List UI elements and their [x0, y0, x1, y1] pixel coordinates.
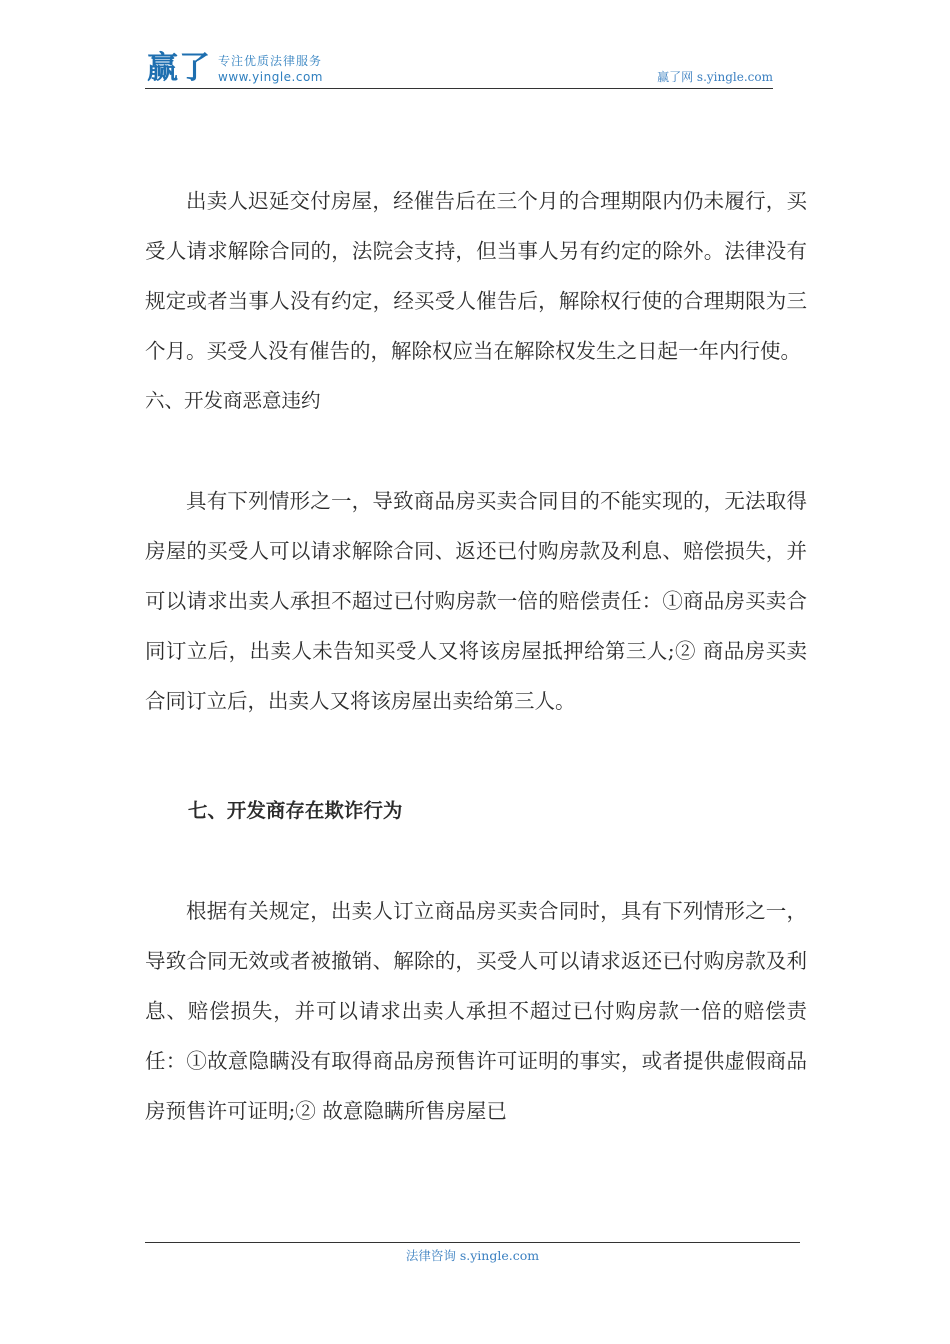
heading-fraud: 七、开发商存在欺诈行为	[187, 799, 403, 822]
paragraph-delayed-delivery: 出卖人迟延交付房屋，经催告后在三个月的合理期限内仍未履行，买受人请求解除合同的，法院会支持，但当事人另有约定的除外。法律没有规定或者当事人没有约定，经买受人催告后，解除权行使的合理期限为三个月。买受人没有催告的，解除权应当在解除权发生之日起一年内行使。	[145, 189, 807, 363]
footer-link[interactable]: 法律咨询 s.yingle.com	[405, 1248, 540, 1263]
logo-slogan: 专注优质法律服务	[218, 54, 323, 68]
paragraph-spacer	[145, 426, 807, 476]
paragraph-fraud: 根据有关规定，出卖人订立商品房买卖合同时，具有下列情形之一，导致合同无效或者被撤销、解除的，买受人可以请求返还已付购房款及利息、赔偿损失，并可以请求出卖人承担不超过已付购房款一倍的赔偿责任：①故意隐瞒没有取得商品房预售许可证明的事实，或者提供虚假商品房预售许可证明;② 故意隐瞒所售房屋已	[145, 899, 807, 1123]
page-header	[145, 48, 773, 89]
heading-malicious-breach: 六、开发商恶意违约	[145, 389, 321, 412]
header-site-link[interactable]: 赢了网 s.yingle.com	[657, 70, 773, 84]
paragraph-malicious-breach: 具有下列情形之一，导致商品房买卖合同目的不能实现的，无法取得房屋的买受人可以请求解除合同、返还已付购房款及利息、赔偿损失，并可以请求出卖人承担不超过已付购房款一倍的赔偿责任：①商品房买卖合同订立后，出卖人未告知买受人又将该房屋抵押给第三人;② 商品房买卖合同订立后，出卖人又将该房屋出卖给第三人。	[145, 489, 807, 713]
yingle-logo[interactable]: 赢了	[147, 50, 211, 86]
paragraph-spacer	[145, 726, 807, 786]
footer-divider	[145, 1242, 800, 1243]
document-body	[145, 176, 807, 1136]
logo-url[interactable]: www.yingle.com	[218, 70, 323, 84]
paragraph-spacer	[145, 836, 807, 886]
